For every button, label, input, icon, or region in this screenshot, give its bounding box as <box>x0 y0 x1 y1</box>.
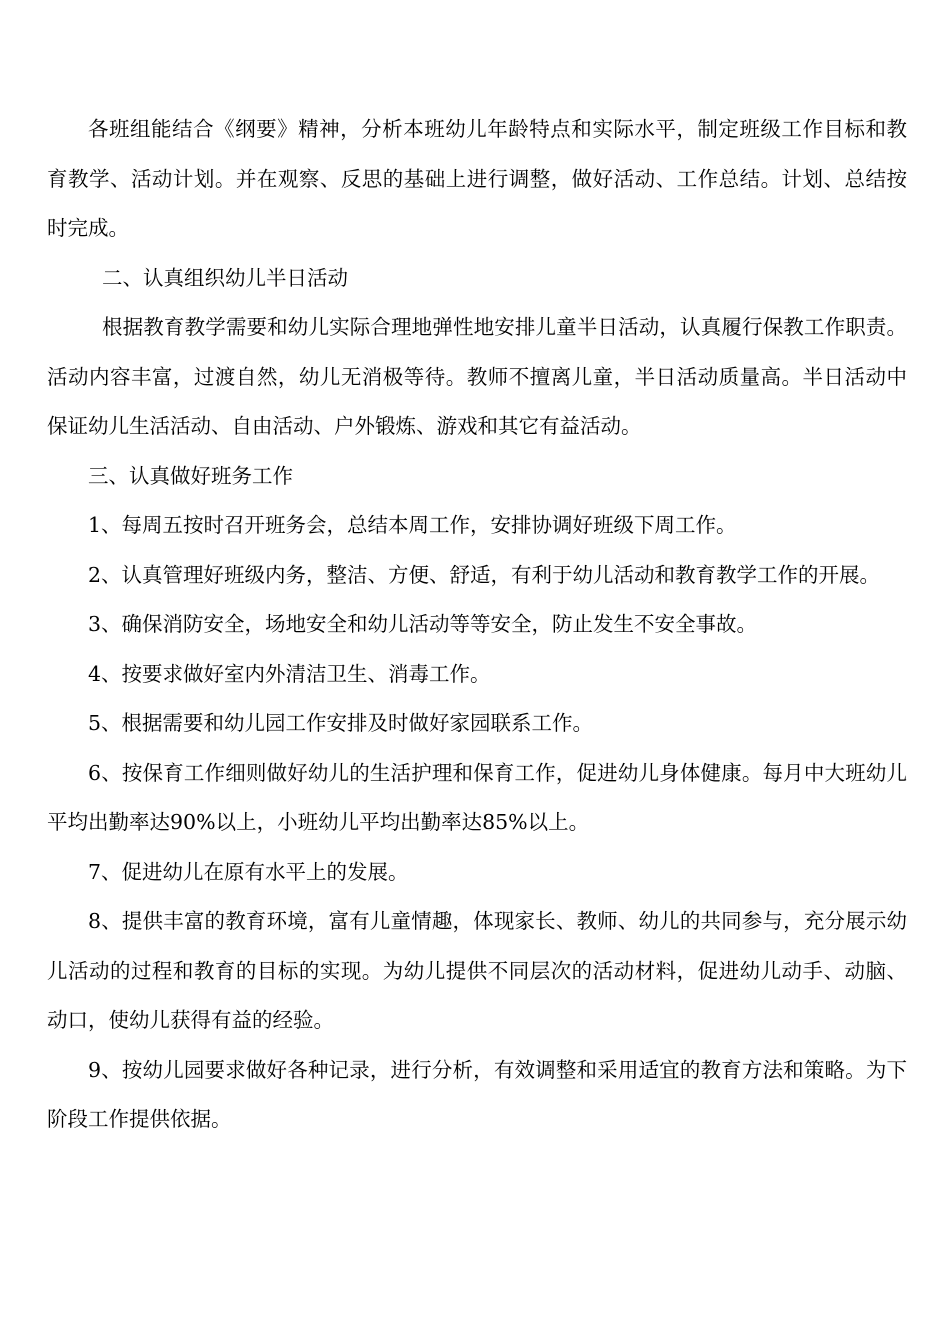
list-item-records: 9、按幼儿园要求做好各种记录，进行分析，有效调整和采用适宜的教育方法和策略。为下阶段工作提供依据。 <box>47 1057 907 1131</box>
list-item-class-housekeeping: 2、认真管理好班级内务，整洁、方便、舒适，有利于幼儿活动和教育教学工作的开展。 <box>88 562 881 587</box>
list-item-class-meeting: 1、每周五按时召开班务会，总结本周工作，安排协调好班级下周工作。 <box>88 513 737 537</box>
list-item-hygiene: 4、按要求做好室内外清洁卫生、消毒工作。 <box>88 661 491 686</box>
paragraph-class-planning: 各班组能结合《纲要》精神，分析本班幼儿年龄特点和实际水平，制定班级工作目标和教育教学、活动计划。并在观察、反思的基础上进行调整，做好活动、工作总结。计划、总结按时完成。 <box>47 117 907 240</box>
list-item-development: 7、促进幼儿在原有水平上的发展。 <box>88 859 409 884</box>
paragraph-half-day-activities: 根据教育教学需要和幼儿实际合理地弹性地安排儿童半日活动，认真履行保教工作职责。活动内容丰富，过渡自然，幼儿无消极等待。教师不擅离儿童，半日活动质量高。半日活动中保证幼儿生活活动、自由活动、户外锻炼、游戏和其它有益活动。 <box>47 315 907 438</box>
document-body <box>47 105 907 1145</box>
list-item-environment: 8、提供丰富的教育环境，富有儿童情趣，体现家长、教师、幼儿的共同参与，充分展示幼儿活动的过程和教育的目标的实现。为幼儿提供不同层次的活动材料，促进幼儿动手、动脑、动口，使幼儿获得有益的经验。 <box>47 909 907 1032</box>
section-heading-half-day-activities: 二、认真组织幼儿半日活动 <box>102 265 348 290</box>
list-item-care-attendance: 6、按保育工作细则做好幼儿的生活护理和保育工作，促进幼儿身体健康。每月中大班幼儿平均出勤率达90%以上，小班幼儿平均出勤率达85%以上。 <box>47 760 907 834</box>
section-heading-class-affairs: 三、认真做好班务工作 <box>88 463 293 488</box>
list-item-home-school-contact: 5、根据需要和幼儿园工作安排及时做好家园联系工作。 <box>88 711 594 735</box>
list-item-safety: 3、确保消防安全，场地安全和幼儿活动等等安全，防止发生不安全事故。 <box>88 612 758 636</box>
